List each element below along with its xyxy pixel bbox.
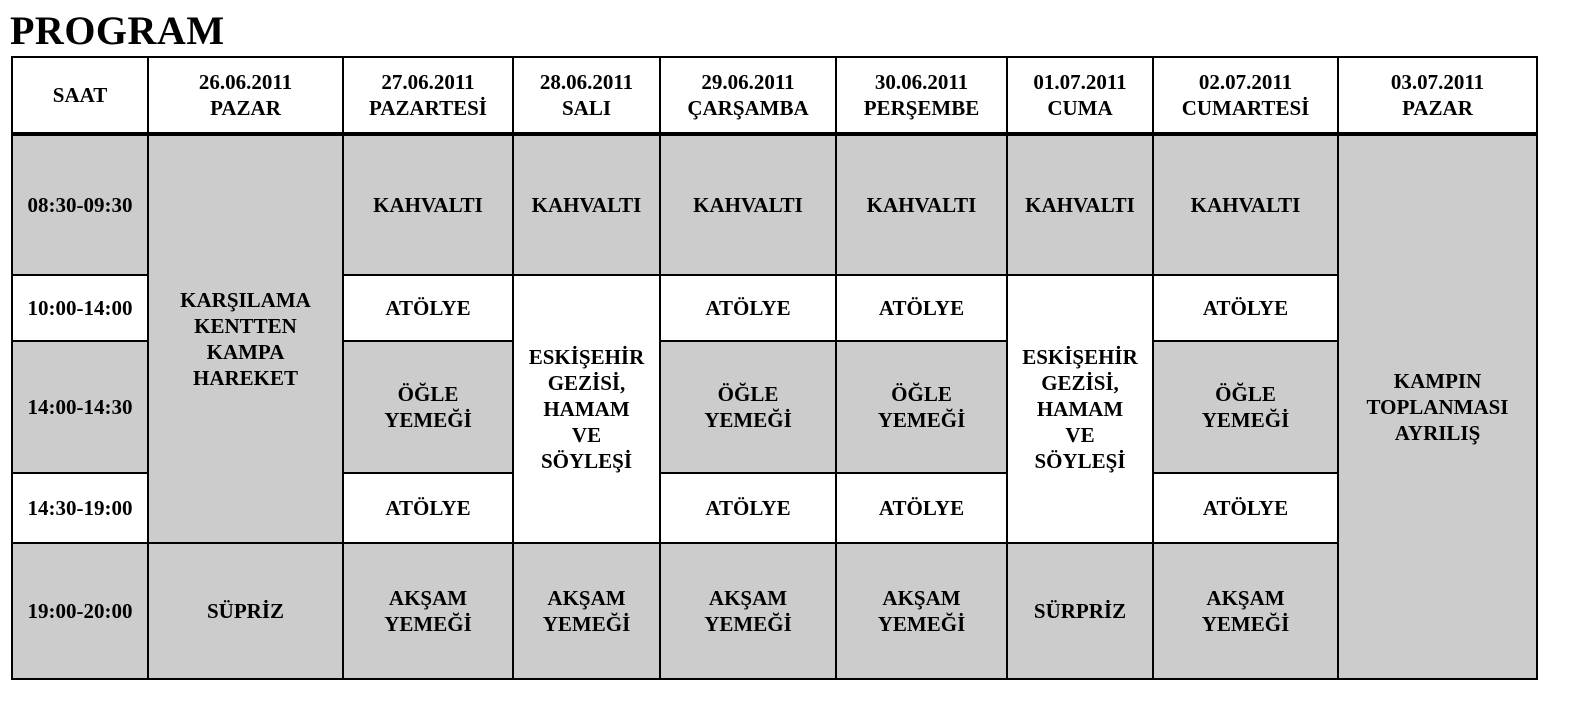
- workshop-cell: ATÖLYE: [1153, 275, 1338, 341]
- schedule-table: [11, 56, 1538, 680]
- day-date: 02.07.2011: [1198, 70, 1293, 94]
- breakfast-cell: KAHVALTI: [1153, 134, 1338, 275]
- day-date: 27.06.2011: [381, 70, 475, 94]
- day-name: CUMARTESİ: [1181, 96, 1310, 120]
- page-title: PROGRAM: [10, 8, 225, 53]
- dinner-cell: AKŞAM YEMEĞİ: [1153, 543, 1338, 679]
- header-day-6: [1007, 57, 1153, 134]
- workshop-cell: ATÖLYE: [343, 473, 513, 543]
- header-day-8: [1338, 57, 1537, 134]
- day-name: ÇARŞAMBA: [687, 96, 809, 120]
- breakfast-cell: KAHVALTI: [513, 134, 660, 275]
- closing-cell: KAMPIN TOPLANMASI AYRILIŞ: [1338, 134, 1537, 679]
- time-cell: 14:30-19:00: [12, 473, 148, 543]
- workshop-cell: ATÖLYE: [836, 473, 1007, 543]
- header-day-3: [513, 57, 660, 134]
- day-date: 29.06.2011: [701, 70, 795, 94]
- day-date: 26.06.2011: [198, 70, 293, 94]
- breakfast-cell: KAHVALTI: [660, 134, 836, 275]
- header-time: SAAT: [12, 57, 148, 134]
- header-day-4: [660, 57, 836, 134]
- header-day-2: [343, 57, 513, 134]
- dinner-cell: AKŞAM YEMEĞİ: [836, 543, 1007, 679]
- header-day-5: [836, 57, 1007, 134]
- workshop-cell: ATÖLYE: [1153, 473, 1338, 543]
- day-name: SALI: [561, 96, 612, 120]
- trip-cell: ESKİŞEHİR GEZİSİ, HAMAM VE SÖYLEŞİ: [1007, 275, 1153, 543]
- time-cell: 19:00-20:00: [12, 543, 148, 679]
- dinner-cell: AKŞAM YEMEĞİ: [513, 543, 660, 679]
- lunch-cell: ÖĞLE YEMEĞİ: [836, 341, 1007, 473]
- time-cell: 14:00-14:30: [12, 341, 148, 473]
- day-name: CUMA: [1047, 96, 1113, 120]
- header-row: [12, 57, 1537, 134]
- header-day-7: [1153, 57, 1338, 134]
- surprise-cell: SÜPRİZ: [148, 543, 343, 679]
- lunch-cell: ÖĞLE YEMEĞİ: [343, 341, 513, 473]
- workshop-cell: ATÖLYE: [343, 275, 513, 341]
- breakfast-cell: KAHVALTI: [836, 134, 1007, 275]
- workshop-cell: ATÖLYE: [660, 275, 836, 341]
- dinner-cell: AKŞAM YEMEĞİ: [343, 543, 513, 679]
- day-date: 01.07.2011: [1033, 70, 1127, 94]
- day-date: 30.06.2011: [874, 70, 969, 94]
- day-name: PAZARTESİ: [369, 96, 487, 120]
- time-cell: 08:30-09:30: [12, 134, 148, 275]
- trip-cell: ESKİŞEHİR GEZİSİ, HAMAM VE SÖYLEŞİ: [513, 275, 660, 543]
- breakfast-cell: KAHVALTI: [343, 134, 513, 275]
- surprise-cell: SÜRPRİZ: [1007, 543, 1153, 679]
- table-row: [12, 134, 1537, 275]
- header-day-1: [148, 57, 343, 134]
- time-cell: 10:00-14:00: [12, 275, 148, 341]
- day-name: PAZAR: [210, 96, 281, 120]
- day-date: 28.06.2011: [539, 70, 634, 94]
- lunch-cell: ÖĞLE YEMEĞİ: [660, 341, 836, 473]
- day-date: 03.07.2011: [1390, 70, 1485, 94]
- lunch-cell: ÖĞLE YEMEĞİ: [1153, 341, 1338, 473]
- breakfast-cell: KAHVALTI: [1007, 134, 1153, 275]
- dinner-cell: AKŞAM YEMEĞİ: [660, 543, 836, 679]
- day-name: PAZAR: [1402, 96, 1473, 120]
- table-row: [12, 543, 1537, 679]
- day-name: PERŞEMBE: [863, 96, 980, 120]
- welcome-cell: KARŞILAMA KENTTEN KAMPA HAREKET: [148, 134, 343, 543]
- workshop-cell: ATÖLYE: [836, 275, 1007, 341]
- workshop-cell: ATÖLYE: [660, 473, 836, 543]
